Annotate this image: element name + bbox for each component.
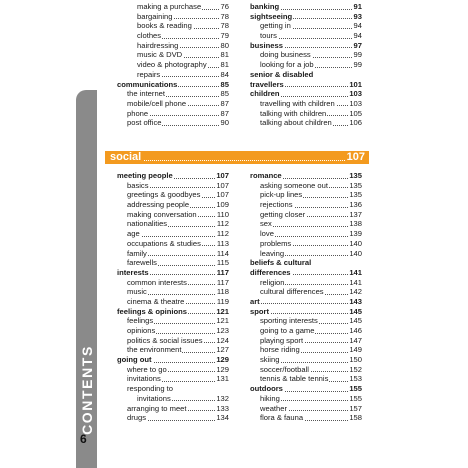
- toc-entry-title: rejections: [260, 200, 293, 210]
- toc-entry-title: music: [127, 287, 147, 297]
- toc-entry[interactable]: [117, 80, 229, 90]
- toc-entry-title: basics: [127, 180, 149, 190]
- toc-entry-title: sport: [250, 306, 269, 316]
- toc-entry-title: sporting interests: [260, 316, 318, 326]
- toc-entry-title: repairs: [137, 69, 161, 79]
- toc-entry[interactable]: [250, 2, 362, 12]
- toc-entry-title: outdoors: [250, 384, 283, 394]
- toc-entry[interactable]: [250, 70, 362, 80]
- toc-entry-page: 85: [220, 89, 229, 99]
- toc-entry-page: 135: [349, 180, 362, 190]
- toc-entry-title: common interests: [127, 277, 187, 287]
- toc-entry-title: nationalities: [127, 219, 168, 229]
- toc-entry-page: 147: [349, 335, 362, 345]
- toc-entry[interactable]: [250, 297, 362, 307]
- toc-entry[interactable]: [117, 21, 229, 31]
- toc-entry[interactable]: [250, 89, 362, 99]
- toc-entry-page: 158: [349, 413, 362, 423]
- section-heading-page: 107: [346, 151, 365, 163]
- toc-entry[interactable]: [250, 413, 362, 423]
- toc-entry-title: meeting people: [117, 171, 173, 180]
- toc-entry-title: business: [250, 40, 283, 50]
- toc-entry-title: asking someone out: [260, 180, 328, 190]
- toc-entry[interactable]: [250, 200, 362, 210]
- toc-entry-title: feelings: [127, 316, 154, 326]
- toc-entry-title: the environment: [127, 345, 182, 355]
- toc-entry-page: 113: [216, 238, 229, 248]
- toc-entry-title: invitations: [137, 393, 171, 403]
- toc-entry-title: age: [127, 229, 140, 239]
- toc-entry[interactable]: [117, 210, 229, 220]
- toc-entry-page: 142: [349, 287, 362, 297]
- toc-entry-page: 115: [216, 258, 229, 268]
- toc-entry[interactable]: [117, 171, 229, 181]
- toc-entry-page: 153: [349, 374, 362, 384]
- toc-entry-page: 94: [353, 21, 362, 31]
- toc-entry[interactable]: [250, 326, 362, 336]
- toc-entry-page: 119: [216, 296, 229, 306]
- section-tab-label: [76, 335, 97, 445]
- toc-entry[interactable]: [250, 355, 362, 365]
- toc-entry-title: playing sport: [260, 335, 304, 345]
- toc-entry-title: addressing people: [127, 200, 190, 210]
- toc-entry-title: looking for a job: [260, 60, 314, 70]
- toc-entry-page: 121: [216, 306, 229, 316]
- toc-entry[interactable]: [250, 374, 362, 384]
- toc-entry-page: 133: [216, 403, 229, 413]
- section-heading-social[interactable]: [105, 151, 369, 164]
- toc-entry-page: 106: [349, 118, 362, 128]
- toc-entry-page: 107: [216, 190, 229, 200]
- toc-entry[interactable]: [117, 60, 229, 70]
- toc-entry-title: talking about children: [260, 118, 332, 128]
- toc-entry-title: drugs: [127, 413, 146, 423]
- toc-entry-title: travellers: [250, 79, 284, 89]
- toc-entry[interactable]: [117, 89, 229, 99]
- toc-entry-title: getting closer: [260, 209, 306, 219]
- toc-entry[interactable]: [250, 21, 362, 31]
- toc-entry-title: going out: [117, 355, 152, 365]
- toc-entry-title: soccer/football: [260, 364, 309, 374]
- toc-entry[interactable]: [117, 229, 229, 239]
- toc-entry[interactable]: [250, 336, 362, 346]
- toc-entry-page: 118: [216, 287, 229, 297]
- toc-entry-page: 140: [349, 238, 362, 248]
- toc-entry-title: hairdressing: [137, 40, 179, 50]
- contents-label: CONTENTS: [78, 345, 95, 435]
- toc-entry-title: senior & disabled: [250, 69, 314, 79]
- toc-entry-title: interests: [117, 267, 149, 277]
- toc-entry-title: flora & fauna: [260, 413, 304, 423]
- toc-entry[interactable]: [250, 345, 362, 355]
- toc-entry-page: 117: [216, 277, 229, 287]
- toc-entry-page: 127: [216, 345, 229, 355]
- leader-dots: [260, 226, 362, 227]
- toc-entry-title: making a purchase: [137, 2, 202, 11]
- toc-entry-title: phone: [127, 108, 149, 118]
- toc-entry-title: arranging to meet: [127, 403, 187, 413]
- toc-entry-title: mobile/cell phone: [127, 98, 187, 108]
- toc-entry[interactable]: [250, 394, 362, 404]
- toc-entry-title: occupations & studies: [127, 238, 201, 248]
- toc-entry[interactable]: [250, 287, 362, 297]
- leader-dots: [110, 160, 365, 161]
- toc-entry[interactable]: [250, 307, 362, 317]
- toc-entry[interactable]: [250, 190, 362, 200]
- toc-entry-title: going to a game: [260, 326, 315, 335]
- toc-entry[interactable]: [250, 239, 362, 249]
- toc-entry[interactable]: [117, 258, 229, 268]
- toc-entry-title: weather: [260, 403, 288, 413]
- toc-entry[interactable]: [117, 41, 229, 51]
- toc-entry-title: invitations: [127, 374, 161, 384]
- toc-entry-page: 94: [353, 31, 362, 41]
- toc-entry[interactable]: [250, 41, 362, 51]
- toc-entry-page: 131: [216, 374, 229, 384]
- toc-entry-page: 81: [220, 60, 229, 70]
- toc-entry-page: 139: [349, 229, 362, 239]
- toc-entry-page: 114: [216, 248, 229, 258]
- toc-entry[interactable]: [117, 50, 229, 60]
- toc-entry-page: 87: [220, 98, 229, 108]
- toc-entry[interactable]: [250, 316, 362, 326]
- toc-entry-title: video & photography: [137, 60, 207, 70]
- toc-entry[interactable]: [117, 12, 229, 22]
- section-heading-title: social: [110, 151, 142, 163]
- toc-entry[interactable]: [117, 345, 229, 355]
- toc-entry-page: 132: [216, 393, 229, 403]
- toc-entry[interactable]: [117, 404, 229, 414]
- toc-entry-title: books & reading: [137, 21, 192, 31]
- toc-entry-title: horse riding: [260, 345, 300, 355]
- toc-entry-title: sightseeing: [250, 11, 293, 21]
- toc-entry-page: 145: [349, 316, 362, 326]
- toc-entry[interactable]: [250, 249, 362, 259]
- toc-entry-title: responding to: [127, 384, 174, 394]
- toc-entry[interactable]: [117, 70, 229, 80]
- toc-entry[interactable]: [250, 109, 362, 119]
- toc-entry-title: problems: [260, 238, 292, 248]
- toc-entry[interactable]: [117, 118, 229, 128]
- toc-entry-title: pick-up lines: [260, 190, 303, 200]
- toc-entry[interactable]: [117, 31, 229, 41]
- toc-entry-page: 135: [349, 190, 362, 200]
- toc-entry-page: 129: [216, 355, 229, 365]
- toc-entry-title: music & DVD: [137, 50, 183, 60]
- leader-dots: [260, 236, 362, 237]
- toc-entry-page: 78: [220, 11, 229, 21]
- toc-entry-title: post office: [127, 118, 162, 128]
- toc-entry[interactable]: [250, 12, 362, 22]
- toc-entry-title: greetings & goodbyes: [127, 190, 201, 200]
- toc-entry-page: 141: [349, 267, 362, 277]
- toc-entry-title: skiing: [260, 355, 280, 365]
- toc-entry-title: politics & social issues: [127, 335, 203, 345]
- toc-entry-page: 109: [216, 200, 229, 210]
- toc-entry-page: 87: [220, 108, 229, 118]
- toc-entry-page: 103: [349, 89, 362, 99]
- toc-entry-title: children: [250, 89, 280, 99]
- toc-entry-title: getting in: [260, 21, 291, 31]
- toc-entry-title: clothes: [137, 31, 162, 41]
- toc-entry[interactable]: [117, 316, 229, 326]
- toc-entry-title: beliefs & cultural: [250, 258, 312, 268]
- toc-entry-page: 145: [349, 306, 362, 316]
- toc-entry[interactable]: [250, 404, 362, 414]
- toc-entry-page: 149: [349, 345, 362, 355]
- toc-entry-title: differences: [250, 267, 291, 277]
- toc-entry[interactable]: [250, 118, 362, 128]
- toc-entry-page: 103: [349, 98, 362, 108]
- toc-entry-page: 107: [216, 180, 229, 190]
- toc-entry-page: 129: [216, 364, 229, 374]
- toc-entry[interactable]: [250, 31, 362, 41]
- toc-entry-page: 124: [216, 335, 229, 345]
- toc-entry-page: 155: [349, 393, 362, 403]
- toc-entry-page: 146: [349, 326, 362, 335]
- leader-dots: [127, 236, 229, 237]
- toc-entry-page: 84: [220, 69, 229, 79]
- toc-entry[interactable]: [117, 109, 229, 119]
- toc-entry-title: feelings & opinions: [117, 306, 188, 316]
- toc-entry-page: 117: [216, 267, 229, 277]
- toc-entry-title: travelling with children: [260, 98, 335, 108]
- toc-entry-page: 112: [216, 229, 229, 239]
- toc-entry[interactable]: [117, 239, 229, 249]
- leader-dots: [250, 303, 362, 304]
- page-number: 6: [80, 432, 87, 446]
- toc-column-top-left: [117, 2, 229, 128]
- toc-entry[interactable]: [117, 365, 229, 375]
- toc-entry[interactable]: [117, 219, 229, 229]
- toc-entry-page: 85: [220, 79, 229, 89]
- toc-entry[interactable]: [250, 60, 362, 70]
- toc-entry-page: 136: [349, 200, 362, 210]
- toc-entry-title: communications: [117, 79, 178, 89]
- toc-entry-title: sex: [260, 219, 272, 229]
- toc-entry-page: 99: [353, 50, 362, 60]
- toc-entry[interactable]: [117, 413, 229, 423]
- toc-entry-page: 138: [349, 219, 362, 229]
- toc-entry[interactable]: [117, 2, 229, 12]
- toc-entry[interactable]: [117, 99, 229, 109]
- toc-entry-page: 81: [220, 50, 229, 60]
- toc-entry[interactable]: [117, 190, 229, 200]
- toc-column-bottom-right: [250, 171, 362, 423]
- toc-entry[interactable]: [250, 99, 362, 109]
- toc-entry-title: hiking: [260, 393, 280, 403]
- toc-entry-page: 140: [349, 248, 362, 258]
- toc-entry-title: religion: [260, 277, 285, 287]
- toc-entry[interactable]: [117, 384, 229, 394]
- toc-entry[interactable]: [250, 278, 362, 288]
- toc-entry[interactable]: [117, 297, 229, 307]
- toc-entry[interactable]: [117, 336, 229, 346]
- toc-entry-title: tours: [260, 31, 277, 41]
- toc-entry-page: 105: [349, 108, 362, 118]
- toc-entry-page: 97: [353, 40, 362, 50]
- toc-entry[interactable]: [250, 384, 362, 394]
- toc-entry-page: 76: [220, 2, 229, 11]
- toc-entry-title: doing business: [260, 50, 311, 60]
- toc-entry[interactable]: [250, 80, 362, 90]
- toc-entry[interactable]: [117, 268, 229, 278]
- toc-entry[interactable]: [250, 210, 362, 220]
- toc-entry-page: 157: [349, 403, 362, 413]
- toc-entry[interactable]: [250, 268, 362, 278]
- toc-entry[interactable]: [250, 219, 362, 229]
- toc-entry-page: 121: [216, 316, 229, 326]
- toc-entry[interactable]: [117, 307, 229, 317]
- toc-entry-page: 135: [349, 171, 362, 180]
- toc-entry[interactable]: [250, 365, 362, 375]
- toc-entry-page: 78: [220, 21, 229, 31]
- toc-entry-page: 150: [349, 355, 362, 365]
- toc-entry-page: 110: [216, 209, 229, 219]
- toc-entry[interactable]: [117, 249, 229, 259]
- toc-entry[interactable]: [250, 50, 362, 60]
- toc-entry[interactable]: [117, 355, 229, 365]
- toc-entry-page: 99: [353, 60, 362, 70]
- toc-entry-page: 93: [353, 11, 362, 21]
- toc-entry-page: 80: [220, 40, 229, 50]
- toc-entry-page: 152: [349, 364, 362, 374]
- toc-entry[interactable]: [117, 394, 229, 404]
- toc-entry-page: 101: [349, 79, 362, 89]
- toc-entry[interactable]: [250, 171, 362, 181]
- toc-entry[interactable]: [117, 374, 229, 384]
- toc-entry[interactable]: [117, 181, 229, 191]
- toc-entry-title: tennis & table tennis: [260, 374, 329, 384]
- toc-entry-page: 143: [349, 296, 362, 306]
- toc-entry-title: bargaining: [137, 11, 173, 21]
- toc-entry-page: 123: [216, 326, 229, 335]
- toc-entry-title: where to go: [127, 364, 167, 374]
- toc-entry[interactable]: [117, 287, 229, 297]
- toc-entry-title: love: [260, 229, 274, 239]
- toc-entry-title: cinema & theatre: [127, 296, 185, 306]
- toc-entry-page: 134: [216, 413, 229, 423]
- toc-entry-page: 107: [216, 171, 229, 180]
- toc-entry[interactable]: [250, 229, 362, 239]
- toc-entry-title: art: [250, 296, 260, 306]
- toc-entry-title: the internet: [127, 89, 165, 99]
- toc-entry-title: talking with children: [260, 108, 327, 118]
- toc-column-top-right: [250, 2, 362, 128]
- toc-entry[interactable]: [117, 200, 229, 210]
- toc-entry-title: family: [127, 248, 147, 258]
- toc-entry-page: 91: [353, 2, 362, 11]
- toc-entry-title: cultural differences: [260, 287, 324, 297]
- toc-entry-page: 141: [349, 277, 362, 287]
- toc-entry-title: farewells: [127, 258, 157, 268]
- toc-entry[interactable]: [250, 181, 362, 191]
- toc-column-bottom-left: [117, 171, 229, 423]
- toc-entry-page: 137: [349, 209, 362, 219]
- toc-entry-title: banking: [250, 2, 280, 11]
- toc-entry[interactable]: [117, 278, 229, 288]
- toc-entry-page: 112: [216, 219, 229, 229]
- toc-entry-title: opinions: [127, 326, 156, 335]
- toc-entry-page: 90: [220, 118, 229, 128]
- toc-entry[interactable]: [250, 258, 362, 268]
- toc-entry-page: 79: [220, 31, 229, 41]
- toc-entry-page: 155: [349, 384, 362, 394]
- toc-entry-title: romance: [250, 171, 282, 180]
- toc-entry-title: making conversation: [127, 209, 197, 219]
- toc-entry[interactable]: [117, 326, 229, 336]
- toc-entry-title: leaving: [260, 248, 285, 258]
